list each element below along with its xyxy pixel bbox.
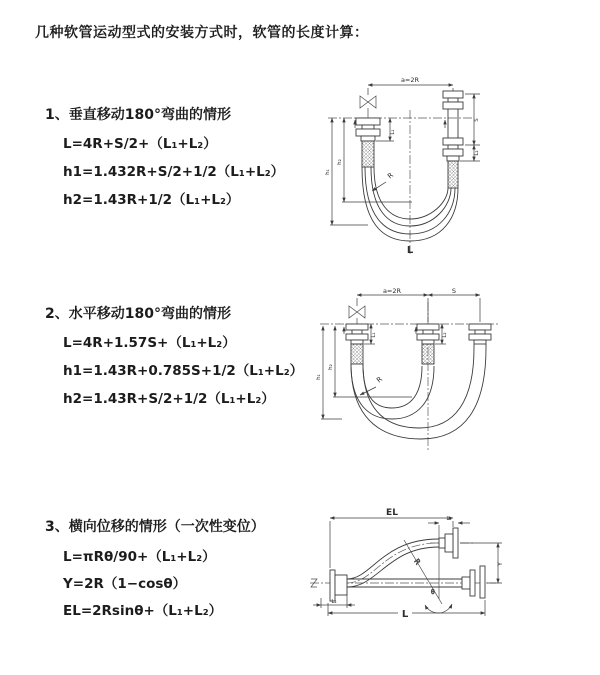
d2-radius-label: R — [375, 375, 385, 385]
d2-dim-h2-label: h₂ — [328, 364, 334, 370]
d1-dim-l2-label: L₂ — [474, 150, 480, 156]
d2-left-hose-braid — [351, 344, 363, 364]
d3-upper-hose-scurve — [347, 539, 439, 587]
d1-top-dimension-a2r — [368, 76, 453, 95]
section-1-formula-l: L=4R+S/2+（L₁+L₂） — [63, 136, 217, 152]
d1-length-label: L — [406, 245, 414, 256]
d1-dimension-s — [465, 94, 480, 145]
diagram-3-lateral-displacement — [300, 498, 600, 648]
d3-right-lower-flange — [462, 566, 485, 598]
d2-valve-icon — [349, 306, 365, 324]
d1-right-pipe — [443, 91, 463, 188]
d1-dim-h2-label: h₂ — [337, 159, 343, 165]
section-1-heading: 1、垂直移动180°弯曲的情形 — [45, 107, 231, 123]
d2-dimension-h1 — [316, 326, 342, 419]
d3-dim-l-label: L — [401, 609, 409, 620]
d3-dimension-l — [328, 600, 485, 620]
d1-left-pipe — [356, 118, 380, 167]
d1-radius-label: R — [386, 171, 396, 181]
section-3-formula-el: EL=2Rsinθ+（L₁+L₂） — [63, 603, 223, 619]
d2-right-pipe — [469, 324, 491, 348]
d1-right-hose-braid — [448, 161, 458, 188]
d1-radius-callout — [372, 171, 395, 191]
d2-top-dimensions — [357, 287, 480, 322]
d2-dim-s-label: S — [451, 287, 457, 295]
d2-dim-l2-label: L₂ — [442, 332, 448, 338]
d2-dim-a2r-label: a=2R — [382, 287, 402, 295]
d3-dimension-l1 — [428, 516, 470, 523]
d2-dimension-h2 — [328, 326, 412, 397]
d3-dim-l1-label: L₁ — [446, 516, 452, 522]
d3-left-flange — [330, 570, 347, 601]
diagram-1-vertical-bend — [310, 70, 600, 265]
d2-dim-h1-label: h₁ — [316, 374, 322, 380]
d1-dim-h1-label: h₁ — [325, 169, 331, 175]
section-3-formula-y: Y=2R（1−cosθ） — [63, 576, 187, 592]
section-2-heading: 2、水平移动180°弯曲的情形 — [45, 306, 231, 322]
d1-dim-l1-label: L₁ — [390, 129, 396, 135]
diagram-2-horizontal-bend — [308, 282, 600, 460]
d1-valve-icon — [360, 96, 376, 118]
page-title: 几种软管运动型式的安装方式时，软管的长度计算： — [35, 25, 369, 41]
d3-angle-theta-label: θ — [431, 589, 435, 596]
d2-hose-curves — [351, 348, 486, 439]
d3-dim-l2-label: L₂ — [331, 599, 337, 605]
section-3-formula-l: L=πRθ/90+（L₁+L₂） — [63, 549, 216, 565]
section-1-formula-h2: h2=1.43R+1/2（L₁+L₂） — [63, 192, 240, 208]
d3-dim-el-label: EL — [386, 508, 398, 518]
d1-dim-a2r-label: a=2R — [400, 76, 420, 84]
d3-dim-y-label: Y — [496, 562, 504, 566]
d1-dim-s-label: S — [474, 118, 480, 122]
d2-middle-hose-braid — [422, 344, 434, 364]
section-3-heading: 3、横向位移的情形（一次性变位） — [45, 519, 265, 535]
d2-dim-l1-label: L₁ — [371, 332, 377, 338]
d3-raised-flange — [439, 528, 458, 558]
section-2-formula-h2: h2=1.43R+S/2+1/2（L₁+L₂） — [63, 391, 275, 407]
d3-dimension-el — [330, 508, 453, 568]
d1-left-hose-braid — [362, 141, 374, 167]
section-1-formula-h1: h1=1.432R+S/2+1/2（L₁+L₂） — [63, 164, 285, 180]
d3-radius-label: R — [412, 557, 422, 567]
section-2-formula-h1: h1=1.43R+0.785S+1/2（L₁+L₂） — [63, 363, 304, 379]
section-2-formula-l: L=4R+1.57S+（L₁+L₂） — [63, 335, 236, 351]
